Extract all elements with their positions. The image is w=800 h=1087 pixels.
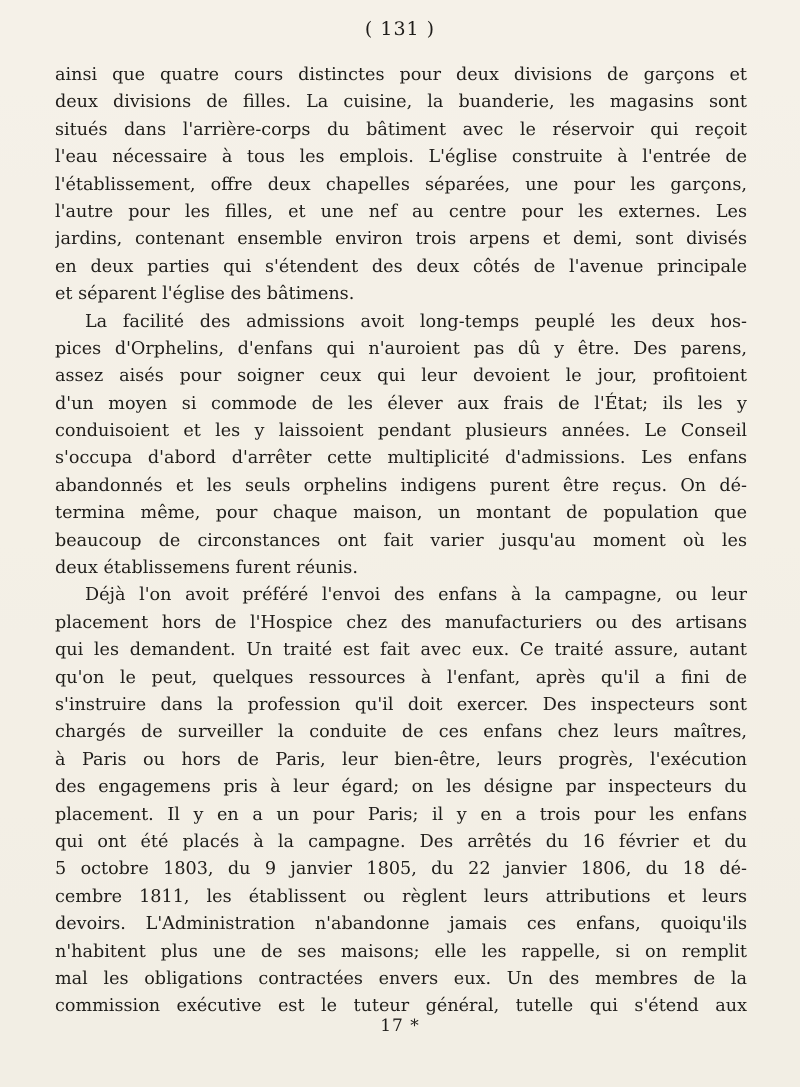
text-line: à Paris ou hors de Paris, leur bien-être, leurs progrès, l'exécution <box>55 749 747 770</box>
text-line: La facilité des admissions avoit long-temps peuplé les deux hos- <box>85 311 747 332</box>
text-line: placement. Il y en a un pour Paris; il y en a trois pour les enfans <box>55 804 747 825</box>
text-line: l'eau nécessaire à tous les emplois. L'église construite à l'entrée de <box>55 147 747 168</box>
text-line: s'instruire dans la profession qu'il doit exercer. Des inspecteurs sont <box>55 694 747 715</box>
text-line: qu'on le peut, quelques ressources à l'enfant, après qu'il a fini de <box>55 667 747 688</box>
text-line: s'occupa d'abord d'arrêter cette multiplicité d'admissions. Les enfans <box>55 448 747 469</box>
text-line: d'un moyen si commode de les élever aux frais de l'État; ils les y <box>55 393 747 414</box>
text-line: 5 octobre 1803, du 9 janvier 1805, du 22 janvier 1806, du 18 dé- <box>55 859 747 880</box>
text-line: assez aisés pour soigner ceux qui leur devoient le jour, profitoient <box>55 366 747 387</box>
text-line: pices d'Orphelins, d'enfans qui n'auroient pas dû y être. Des parens, <box>55 338 747 359</box>
text-line: jardins, contenant ensemble environ trois arpens et demi, sont divisés <box>55 229 747 250</box>
text-line: situés dans l'arrière-corps du bâtiment avec le réservoir qui reçoit <box>55 119 747 140</box>
text-line: en deux parties qui s'étendent des deux côtés de l'avenue principale <box>55 256 747 277</box>
text-line: qui ont été placés à la campagne. Des arrêtés du 16 février et du <box>55 831 747 852</box>
text-line: Déjà l'on avoit préféré l'envoi des enfans à la campagne, ou leur <box>85 585 747 606</box>
text-line: deux établissemens furent réunis. <box>55 558 358 579</box>
text-line: l'établissement, offre deux chapelles séparées, une pour les garçons, <box>55 174 747 195</box>
text-line: conduisoient et les y laissoient pendant plusieurs années. Le Conseil <box>55 421 747 442</box>
page-number: ( 131 ) <box>364 18 436 40</box>
text-line: abandonnés et les seuls orphelins indigens purent être reçus. On dé- <box>55 475 747 496</box>
text-line: ainsi que quatre cours distinctes pour deux divisions de garçons et <box>55 65 747 85</box>
text-line: des engagemens pris à leur égard; on les désigne par inspecteurs du <box>55 777 747 798</box>
text-line: deux divisions de filles. La cuisine, la buanderie, les magasins sont <box>55 92 747 113</box>
signature-mark: 17 * <box>380 1016 420 1036</box>
text-line: termina même, pour chaque maison, un montant de population que <box>55 503 747 524</box>
body-text <box>55 62 747 1021</box>
text-line: beaucoup de circonstances ont fait varier jusqu'au moment où les <box>55 530 747 551</box>
text-line: n'habitent plus une de ses maisons; elle les rappelle, si on remplit <box>55 941 747 962</box>
text-line: chargés de surveiller la conduite de ces enfans chez leurs maîtres, <box>55 722 747 743</box>
text-line: qui les demandent. Un traité est fait avec eux. Ce traité assure, autant <box>55 640 747 661</box>
text-line: commission exécutive est le tuteur général, tutelle qui s'étend aux <box>55 996 747 1017</box>
text-line: cembre 1811, les établissent ou règlent leurs attributions et leurs <box>55 886 747 907</box>
text-line: l'autre pour les filles, et une nef au centre pour les externes. Les <box>55 201 747 222</box>
text-line: devoirs. L'Administration n'abandonne jamais ces enfans, quoiqu'ils <box>55 914 747 935</box>
text-line: et séparent l'église des bâtimens. <box>55 284 355 305</box>
text-line: placement hors de l'Hospice chez des manufacturiers ou des artisans <box>55 612 747 633</box>
text-line: mal les obligations contractées envers eux. Un des membres de la <box>55 968 747 989</box>
